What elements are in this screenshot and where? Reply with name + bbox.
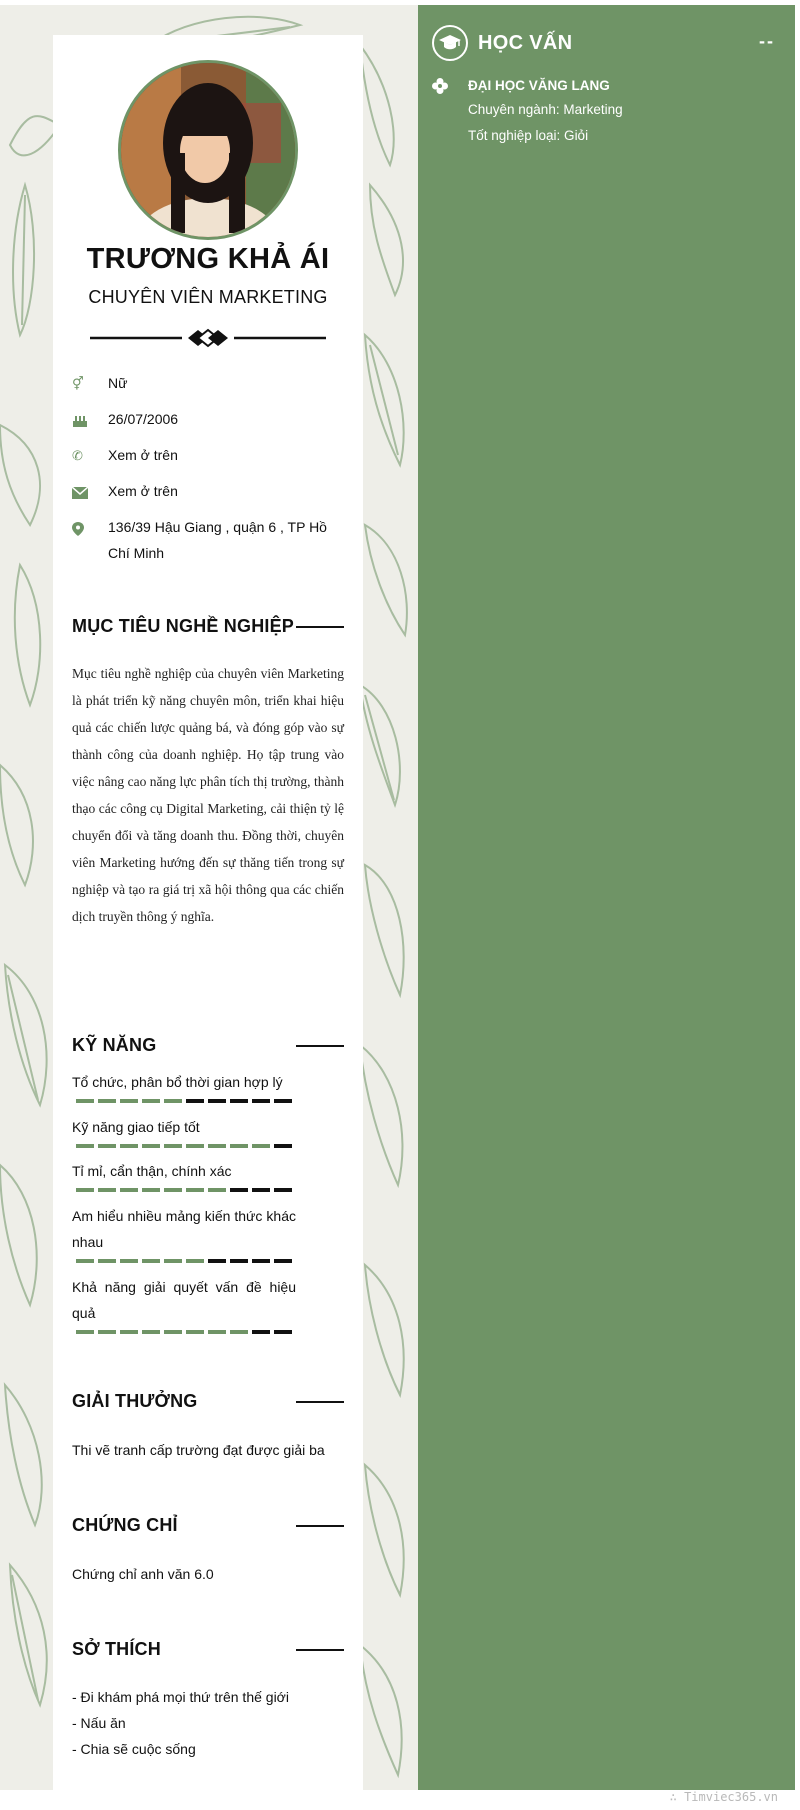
skill-segment-filled: [186, 1188, 204, 1192]
section-title: MỤC TIÊU NGHỀ NGHIỆP: [72, 616, 295, 636]
info-address: 136/39 Hậu Giang , quận 6 , TP Hồ Chí Minh: [72, 514, 352, 566]
skill-segment-empty: [252, 1330, 270, 1334]
section-line: [296, 626, 344, 628]
person-name: TRƯƠNG KHẢ ÁI: [86, 243, 330, 275]
location-pin-icon: [72, 514, 108, 541]
hobbies-list: [72, 1684, 344, 1762]
skill-segment-filled: [186, 1330, 204, 1334]
hobby-item: - Nấu ăn: [72, 1715, 126, 1731]
skill-segment-empty: [252, 1188, 270, 1192]
section-awards-header: [72, 1391, 344, 1412]
skill-item: [72, 1203, 296, 1263]
skill-segment-empty: [274, 1144, 292, 1148]
skill-segment-filled: [186, 1144, 204, 1148]
awards-text: Thi vẽ tranh cấp trường đạt được giải ba: [72, 1442, 325, 1458]
skill-segment-filled: [76, 1259, 94, 1263]
skill-label: Tỉ mỉ, cẩn thận, chính xác: [72, 1163, 232, 1179]
skill-segment-empty: [274, 1259, 292, 1263]
skill-segment-filled: [120, 1144, 138, 1148]
skill-level-bar: [76, 1099, 296, 1103]
skill-level-bar: [76, 1144, 296, 1148]
skill-item: [72, 1158, 296, 1192]
skill-segment-filled: [120, 1099, 138, 1103]
skill-segment-filled: [120, 1188, 138, 1192]
education-item: [432, 75, 772, 149]
skill-segment-filled: [164, 1144, 182, 1148]
section-line: [296, 1649, 344, 1651]
hobby-item: - Đi khám phá mọi thứ trên thế giới: [72, 1689, 289, 1705]
watermark: ∴ Timviec365.vn: [669, 1790, 778, 1804]
education-header: [432, 25, 572, 61]
avatar-photo: [121, 63, 295, 237]
section-objective-header: [72, 616, 344, 637]
skill-segment-filled: [164, 1099, 182, 1103]
skill-segment-filled: [230, 1144, 248, 1148]
skill-segment-filled: [76, 1188, 94, 1192]
skill-label: Khả năng giải quyết vấn đề hiệu quả: [72, 1279, 296, 1321]
skill-segment-filled: [76, 1330, 94, 1334]
education-title: HỌC VẤN: [478, 31, 573, 54]
skill-label: Am hiểu nhiều mảng kiến thức khác nhau: [72, 1208, 296, 1250]
gender-icon: ⚥: [72, 376, 84, 391]
skill-segment-filled: [252, 1144, 270, 1148]
skill-segment-filled: [164, 1330, 182, 1334]
skill-segment-filled: [164, 1259, 182, 1263]
certificates-text: Chứng chỉ anh văn 6.0: [72, 1566, 214, 1582]
skill-segment-empty: [252, 1259, 270, 1263]
school-name: ĐẠI HỌC VĂNG LANG: [468, 78, 610, 93]
skill-label: Kỹ năng giao tiếp tốt: [72, 1119, 200, 1135]
skill-segment-filled: [142, 1259, 160, 1263]
right-column: [418, 5, 795, 1790]
skill-segment-filled: [98, 1330, 116, 1334]
skill-level-bar: [76, 1188, 296, 1192]
skill-item: [72, 1274, 296, 1334]
info-birthday: 26/07/2006: [72, 406, 352, 433]
hobby-item: - Chia sẽ cuộc sống: [72, 1741, 196, 1757]
section-line: [296, 1045, 344, 1047]
skill-segment-filled: [120, 1259, 138, 1263]
skill-segment-filled: [142, 1099, 160, 1103]
skill-item: [72, 1069, 296, 1103]
email-icon: [72, 478, 108, 505]
section-title: GIẢI THƯỞNG: [72, 1391, 198, 1411]
skill-level-bar: [76, 1259, 296, 1263]
skill-segment-filled: [98, 1099, 116, 1103]
major: Chuyên ngành: Marketing: [468, 102, 623, 117]
skill-segment-filled: [98, 1144, 116, 1148]
skill-level-bar: [76, 1330, 296, 1334]
phone-icon: ✆: [72, 448, 83, 463]
skill-segment-empty: [252, 1099, 270, 1103]
skill-segment-empty: [274, 1188, 292, 1192]
section-skills-header: [72, 1035, 344, 1056]
skill-segment-empty: [274, 1099, 292, 1103]
info-gender: ⚥ Nữ: [72, 370, 352, 397]
skill-segment-filled: [76, 1099, 94, 1103]
skill-item: [72, 1114, 296, 1148]
skill-segment-empty: [186, 1099, 204, 1103]
skill-segment-empty: [230, 1099, 248, 1103]
graduation-grade: Tốt nghiệp loại: Giỏi: [468, 128, 589, 143]
section-line: [296, 1525, 344, 1527]
skill-segment-empty: [274, 1330, 292, 1334]
diamond-divider: [90, 326, 326, 350]
section-certificates-header: [72, 1515, 344, 1536]
skill-segment-empty: [230, 1188, 248, 1192]
skill-segment-filled: [142, 1188, 160, 1192]
avatar: [118, 60, 298, 240]
graduation-cap-icon: [432, 25, 468, 61]
skill-segment-filled: [98, 1259, 116, 1263]
section-hobbies-header: [72, 1639, 344, 1660]
skill-segment-filled: [186, 1259, 204, 1263]
skill-segment-filled: [98, 1188, 116, 1192]
skill-segment-filled: [208, 1144, 226, 1148]
birthday-cake-icon: [72, 406, 108, 433]
skill-segment-filled: [120, 1330, 138, 1334]
skill-segment-filled: [230, 1330, 248, 1334]
education-dash: --: [759, 31, 775, 51]
skill-segment-empty: [208, 1259, 226, 1263]
section-title: CHỨNG CHỈ: [72, 1515, 178, 1535]
skill-segment-filled: [208, 1188, 226, 1192]
skill-segment-empty: [230, 1259, 248, 1263]
section-line: [296, 1401, 344, 1403]
skill-segment-filled: [164, 1188, 182, 1192]
skill-segment-filled: [208, 1330, 226, 1334]
skill-segment-empty: [208, 1099, 226, 1103]
skill-segment-filled: [142, 1144, 160, 1148]
info-email: Xem ở trên: [72, 478, 352, 505]
section-title: SỞ THÍCH: [72, 1639, 161, 1659]
info-phone: ✆ Xem ở trên: [72, 442, 352, 469]
flower-bullet-icon: [432, 75, 468, 149]
job-title: CHUYÊN VIÊN MARKETING: [88, 287, 328, 307]
objective-text: Mục tiêu nghề nghiệp của chuyên viên Marketing là phát triển kỹ năng chuyên môn, triển khai hiệu quả các chiến lược quảng bá, và đóng góp vào sự thành công của doanh nghiệp. Họ tập trung vào việc nâng cao năng lực phân tích thị trường, thành thạo các công cụ Digital Marketing, cải thiện tỷ lệ chuyển đổi và tăng doanh thu. Đồng thời, chuyên viên Marketing hướng đến sự thăng tiến trong sự nghiệp và tạo ra giá trị xã hội thông qua các chiến dịch truyền thông ý nghĩa.: [72, 666, 344, 924]
skill-label: Tổ chức, phân bổ thời gian hợp lý: [72, 1074, 283, 1090]
skill-segment-filled: [76, 1144, 94, 1148]
skill-segment-filled: [142, 1330, 160, 1334]
section-title: KỸ NĂNG: [72, 1035, 157, 1055]
